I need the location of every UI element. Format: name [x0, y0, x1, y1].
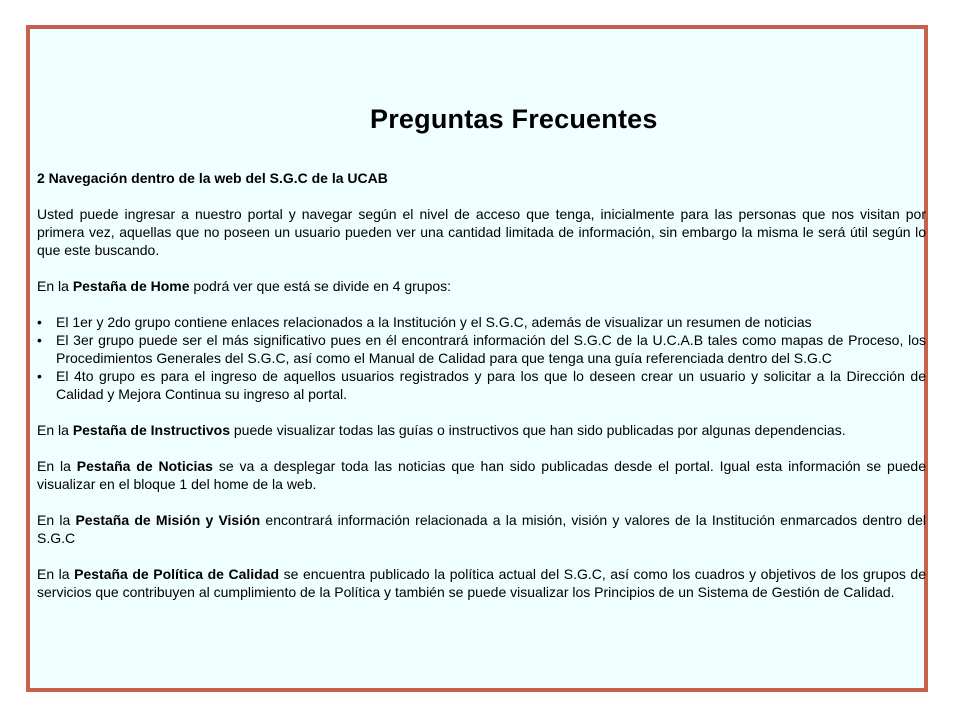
mision-paragraph [37, 511, 926, 547]
politica-suffix: se encuentra publicado la política actual del S.G.C, así como los cuadros y objetivos de los grupos de servicios que contribuyen al cumplimiento de la Política y también se puede visualizar los Principios de un Sistema de Gestión de Calidad. [37, 566, 926, 600]
intro-paragraph: Usted puede ingresar a nuestro portal y navegar según el nivel de acceso que tenga, inicialmente para las personas que nos visitan por primera vez, aquellas que no poseen un usuario pueden ver una cantidad limitada de información, sin embargo la misma le será útil según lo que este buscando. [37, 206, 926, 258]
list-item-text: El 3er grupo puede ser el más significativo pues en él encontrará información del S.G.C de la U.C.A.B tales como mapas de Proceso, los Procedimientos Generales del S.G.C, así como el Manual de Calidad para que tenga una guía referenciada dentro del S.G.C [56, 332, 926, 366]
list-item-text: El 1er y 2do grupo contiene enlaces relacionados a la Institución y el S.G.C, además de visualizar un resumen de noticias [56, 314, 812, 330]
page-title: Preguntas Frecuentes [370, 104, 658, 134]
home-groups-list [37, 313, 926, 403]
bullet-marker: • [37, 368, 42, 384]
noticias-prefix: En la [37, 458, 77, 474]
instructivos-paragraph [37, 421, 926, 439]
politica-prefix: En la [37, 566, 75, 582]
home-paragraph [37, 277, 926, 295]
spacer [37, 295, 926, 313]
politica-tab-name: Pestaña de Política de Calidad [74, 566, 280, 582]
instructivos-prefix: En la [37, 422, 73, 438]
noticias-suffix: se va a desplegar toda las noticias que han sido publicadas desde el portal. Igual esta información se puede visualizar en el bloque 1 del home de la web. [37, 458, 926, 492]
home-suffix: podrá ver que está se divide en 4 grupos: [189, 278, 452, 294]
noticias-tab-name: Pestaña de Noticias [76, 458, 213, 474]
faq-content [37, 169, 926, 601]
list-item [37, 331, 926, 367]
bullet-marker: • [37, 332, 42, 348]
mision-tab-name: Pestaña de Misión y Visión [75, 512, 261, 528]
bullet-marker: • [37, 314, 42, 330]
list-item-text: El 4to grupo es para el ingreso de aquellos usuarios registrados y para los que lo deseen crear un usuario y solicitar a la Dirección de Calidad y Mejora Continua su ingreso al portal. [56, 368, 926, 402]
home-prefix: En la [37, 278, 73, 294]
instructivos-suffix: puede visualizar todas las guías o instructivos que han sido publicadas por algunas dependencias. [229, 422, 846, 438]
politica-paragraph [37, 565, 926, 601]
list-item [37, 367, 926, 403]
mision-prefix: En la [37, 512, 76, 528]
list-item [37, 313, 926, 331]
home-tab-name: Pestaña de Home [72, 278, 190, 294]
noticias-paragraph [37, 457, 926, 493]
slide-frame [26, 25, 928, 692]
instructivos-tab-name: Pestaña de Instructivos [72, 422, 230, 438]
mision-suffix: encontrará información relacionada a la misión, visión y valores de la Institución enmarcados dentro del S.G.C [37, 512, 926, 546]
section-heading: 2 Navegación dentro de la web del S.G.C de la UCAB [37, 170, 388, 186]
